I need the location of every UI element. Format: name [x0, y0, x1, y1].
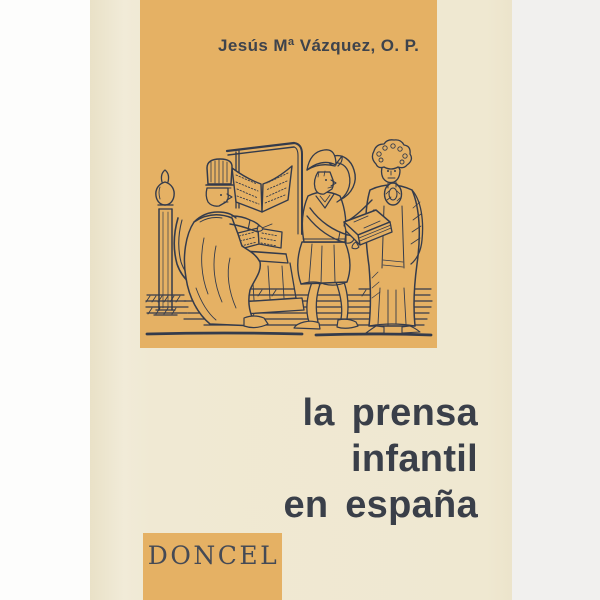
title-line-3: en españa [283, 484, 478, 526]
photo-background-right [512, 0, 600, 600]
orange-top-panel [140, 0, 437, 348]
baseline [147, 333, 431, 335]
photo-background-left [0, 0, 90, 600]
book-cover [90, 0, 512, 600]
scriptorium-woodcut-illustration [144, 138, 434, 340]
publisher-band [143, 533, 282, 600]
middle-figure [294, 150, 358, 329]
book-title [283, 390, 478, 528]
author-name: Jesús Mª Vázquez, O. P. [218, 36, 420, 55]
publisher-name: DONCEL [147, 541, 280, 570]
title-line-1: la prensa [302, 392, 478, 434]
title-line-2: infantil [351, 438, 478, 480]
